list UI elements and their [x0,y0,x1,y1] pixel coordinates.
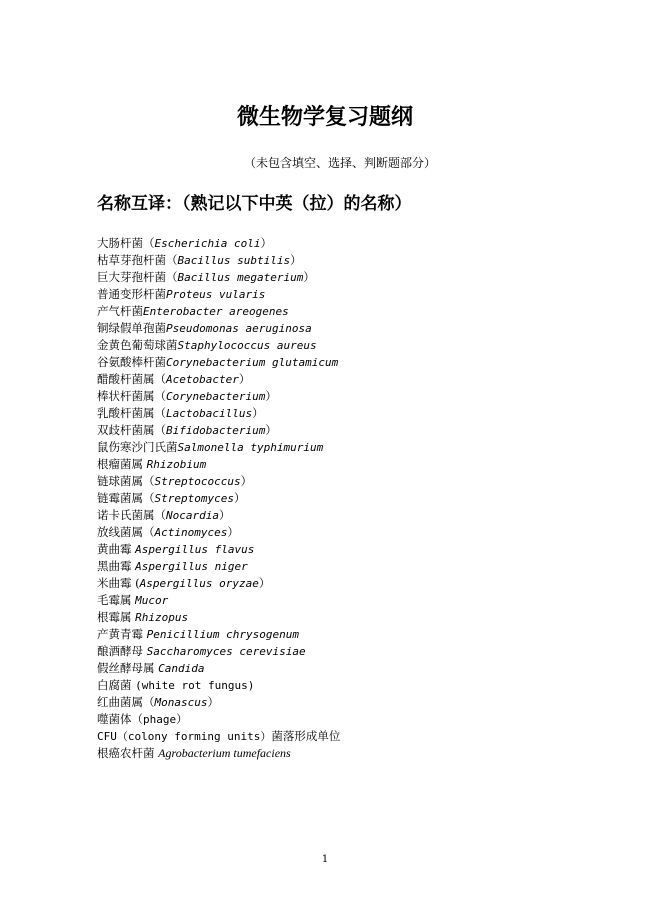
list-item-cfu: CFU（colony forming units）菌落形成单位 [97,729,341,743]
list-item-agrobacterium: 根癌农杆菌 Agrobacterium tumefaciens [97,746,291,760]
list-item: 链球菌属（Streptococcus） [97,474,253,488]
list-item: 双歧杆菌属（Bifidobacterium） [97,423,277,437]
list-item: 枯草芽孢杆菌（Bacillus subtilis） [97,253,302,267]
list-item: 巨大芽孢杆菌（Bacillus megaterium） [97,270,315,284]
list-item: 大肠杆菌（Escherichia coli） [97,236,272,250]
list-item: 根瘤菌属 Rhizobium [97,457,207,471]
document-title: 微生物学复习题纲 [236,105,413,130]
list-item: 产黄青霉 Penicillium chrysogenum [97,627,299,641]
list-item: 黑曲霉 Aspergillus niger [97,559,248,573]
list-item: 黄曲霉 Aspergillus flavus [97,542,255,556]
list-item: 金黄色葡萄球菌Staphylococcus aureus [97,338,317,352]
list-item: 醋酸杆菌属（Acetobacter） [97,372,251,386]
list-item: 放线菌属（Actinomyces） [97,525,239,539]
name-translation-list [97,235,597,762]
list-item: 诺卡氏菌属（Nocardia） [97,508,231,522]
list-item: 根霉属 Rhizopus [97,610,189,624]
list-item: 铜绿假单孢菌Pseudomonas aeruginosa [97,321,312,335]
list-item: 毛霉属 Mucor [97,593,169,607]
list-item: 普通变形杆菌Proteus vularis [97,287,266,301]
list-item: 谷氨酸棒杆菌Corynebacterium glutamicum [97,355,339,369]
list-item: 乳酸杆菌属（Lactobacillus） [97,406,264,420]
list-item-monascus: 红曲菌属（Monascus） [97,695,219,709]
list-item: 假丝酵母属 Candida [97,661,205,675]
list-item-white-rot: 白腐菌 (white rot fungus) [97,678,255,692]
list-item: 棒状杆菌属（Corynebacterium） [97,389,277,403]
list-item: 鼠伤寒沙门氏菌Salmonella typhimurium [97,440,324,454]
section-heading: 名称互译：（熟记以下中英（拉）的名称） [97,194,412,214]
page-number: 1 [321,854,329,865]
list-item: 产气杆菌Enterobacter areogenes [97,304,289,318]
list-item: 链霉菌属（Streptomyces） [97,491,246,505]
document-subtitle: （未包含填空、选择、判断题部分） [243,156,436,170]
list-item: 酿酒酵母 Saccharomyces cerevisiae [97,644,306,658]
list-item: 米曲霉 (Aspergillus oryzae） [97,576,271,590]
list-item-phage: 噬菌体（phage） [97,712,188,726]
